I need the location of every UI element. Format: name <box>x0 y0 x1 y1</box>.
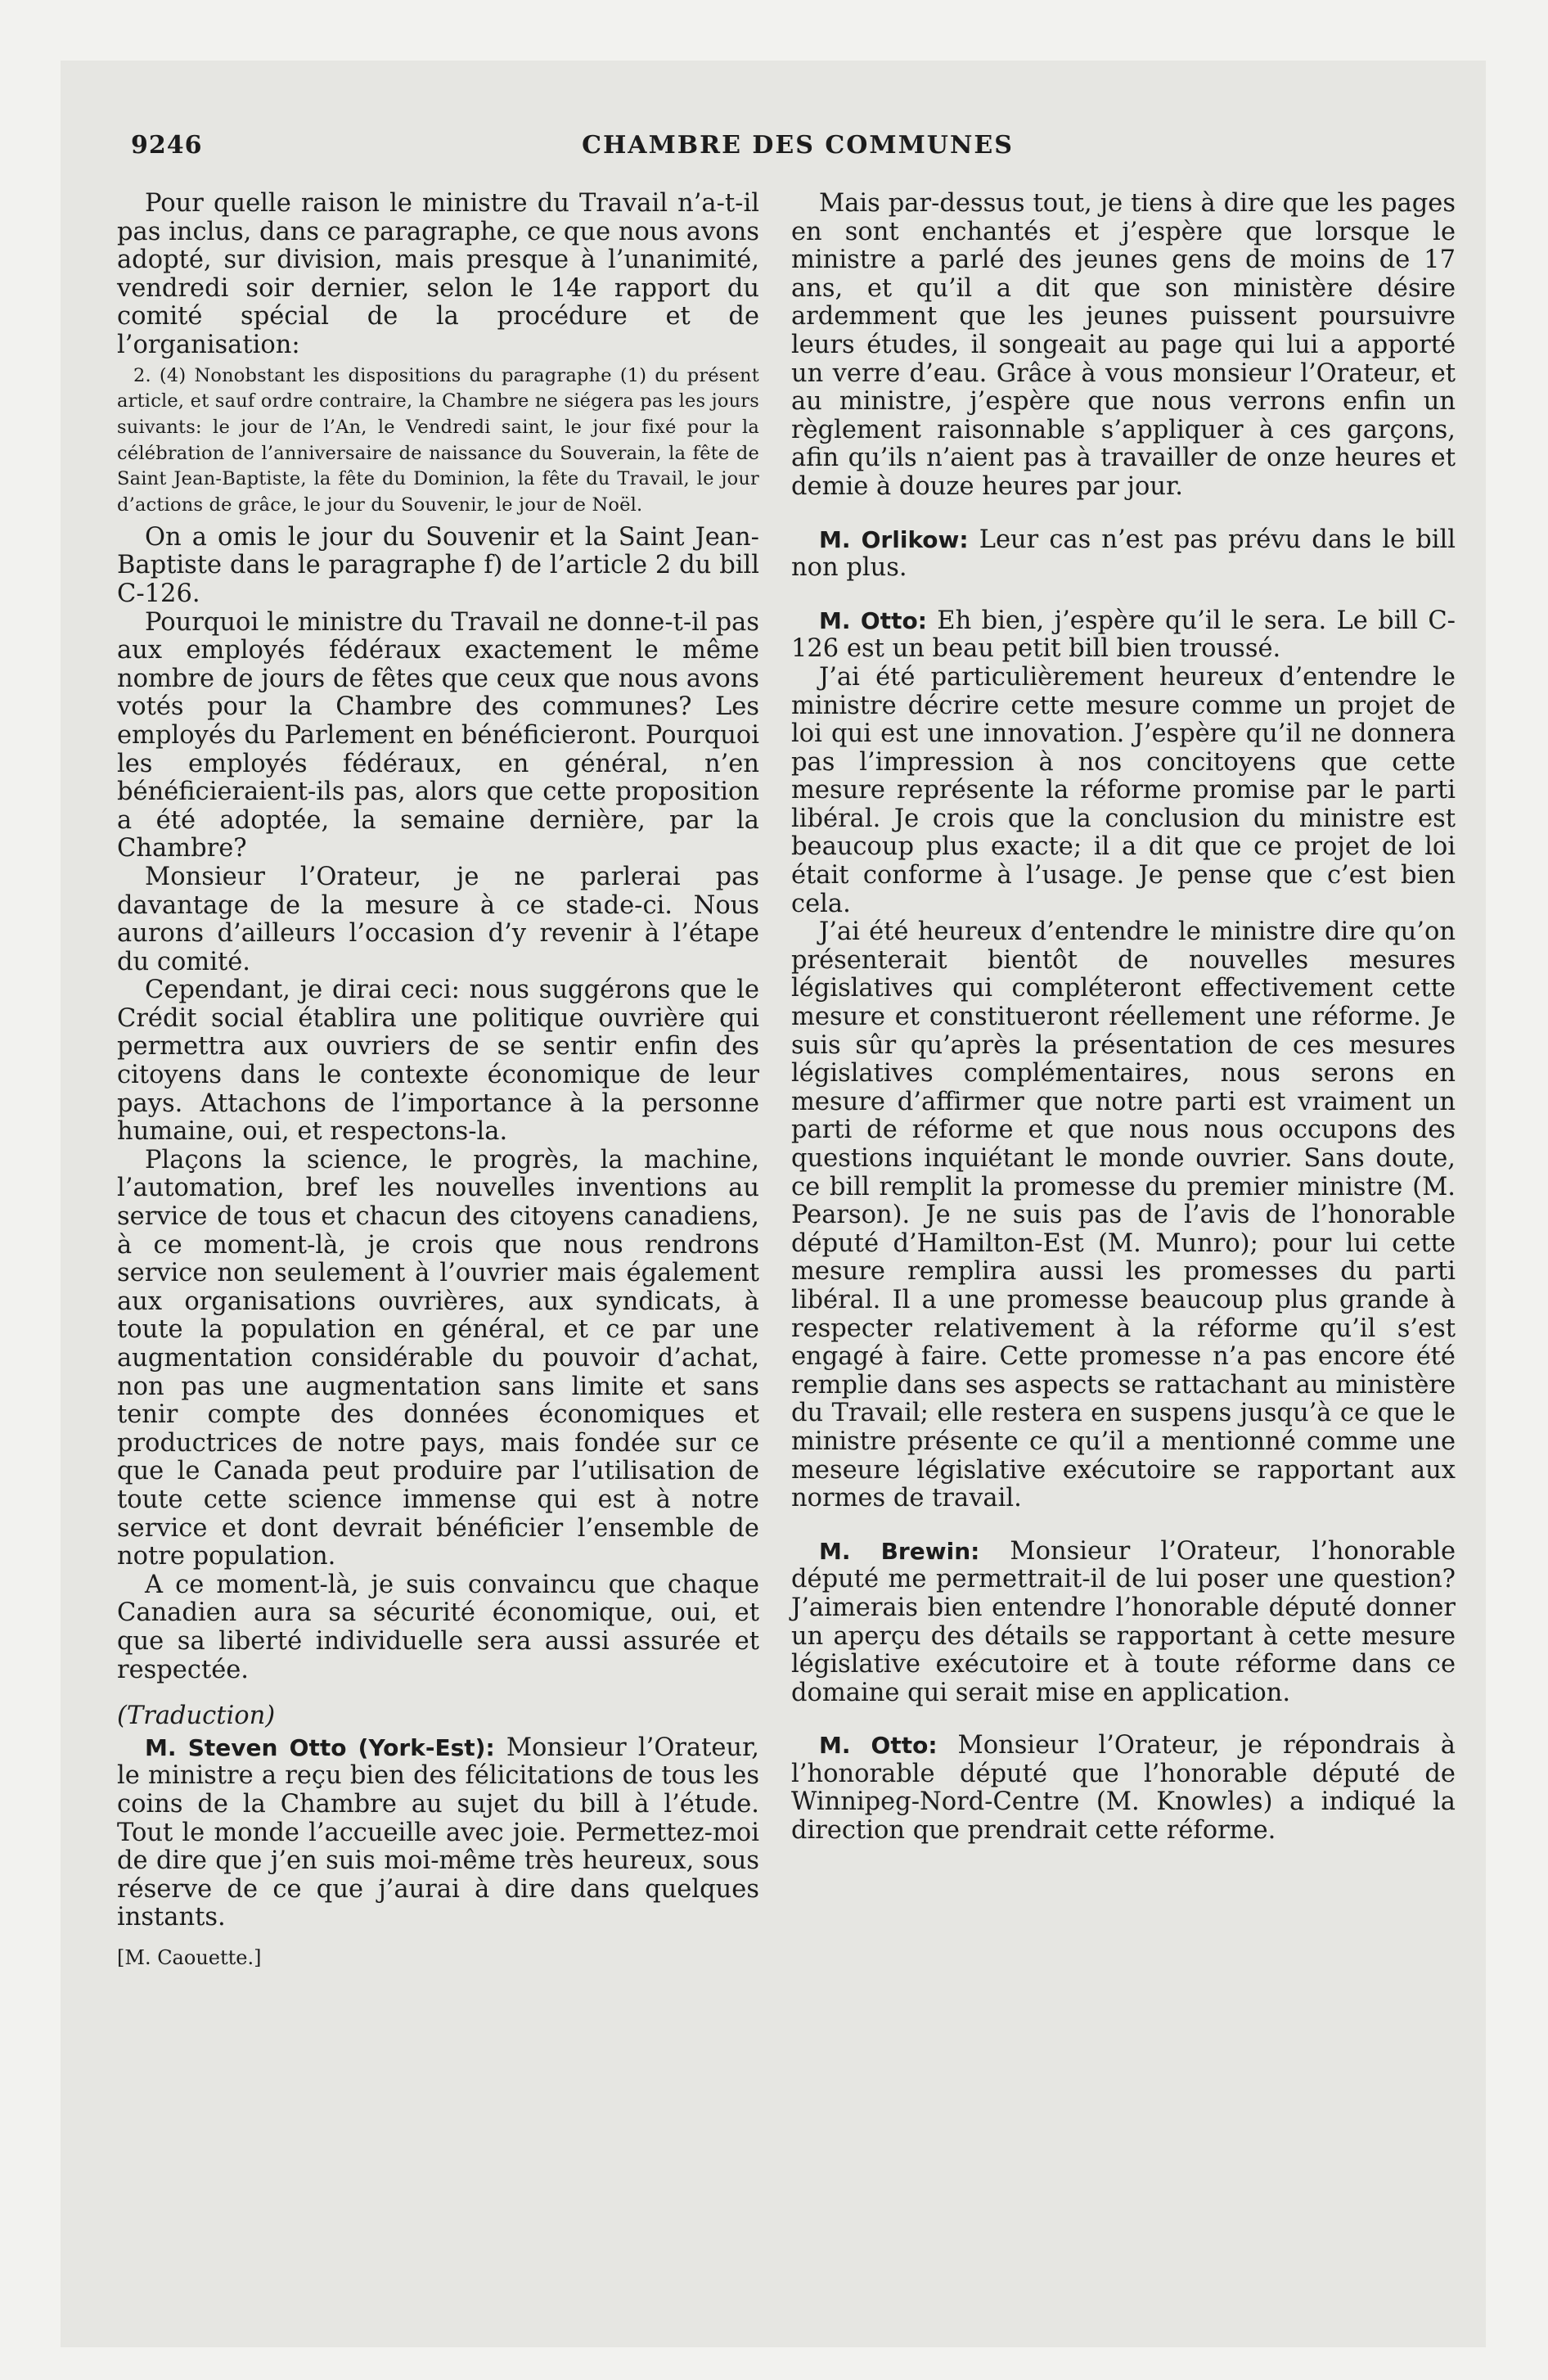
speech-paragraph <box>117 1734 759 1932</box>
paragraph: Pourquoi le ministre du Travail ne donne-t-il pas aux employés fédéraux exactement le même nombre de jours de fêtes que ceux que nous avons votés pour la Chambre des communes? Les employés du Parlement en bénéficieront. Pourquoi les employés fédéraux, en général, n’en bénéficieraient-ils pas, alors que cette proposition a été adoptée, la semaine dernière, par la Chambre? <box>117 607 759 863</box>
speaker-name: M. Steven Otto (York-Est): <box>145 1733 495 1761</box>
speech-text: Monsieur l’Orateur, le ministre a reçu bien des félicitations de tous les coins de la Chambre au sujet du bill à l’étude. Tout le monde l’accueille avec joie. Permettez-moi de dire que j’en suis moi-même très heureux, sous réserve de ce que j’aurai à dire dans quelques instants. <box>117 1733 759 1932</box>
paragraph: J’ai été particulièrement heureux d’entendre le ministre décrire cette mesure comme un projet de loi qui est une innovation. J’espère qu’il ne donnera pas l’impression à nos concitoyens que cette mesure représente la réforme promise par le parti libéral. Je crois que la conclusion du ministre est beaucoup plus exacte; il a dit que ce projet de loi était conforme à l’usage. Je pense que c’est bien cela. <box>791 662 1456 918</box>
speech-paragraph <box>791 1732 1456 1845</box>
page-header <box>131 131 1465 167</box>
right-column <box>791 190 1456 1846</box>
speech-paragraph <box>791 607 1456 664</box>
speaker-name: M. Otto: <box>819 606 927 634</box>
left-column <box>117 190 759 1972</box>
speech-text: Leur cas n’est pas prévu dans le bill non plus. <box>791 525 1456 583</box>
paragraph: J’ai été heureux d’entendre le ministre dire qu’on présenterait bientôt de nouvelles mesures législatives qui compléteront effectivement cette mesure et constitueront réellement une réforme. Je suis sûr qu’après la présentation de ces mesures législatives complémentaires, nous serons en mesure d’affirmer que notre parti est vraiment un parti de réforme et que nous nous occupons des questions inquiétant le monde ouvrier. Sans doute, ce bill remplit la promesse du premier ministre (M. Pearson). Je ne suis pas de l’avis de l’honorable député d’Hamilton-Est (M. Munro); pour lui cette mesure remplira aussi les promesses du parti libéral. Il a une promesse beaucoup plus grande à respecter relativement à la réforme qu’il s’est engagé à faire. Cette promesse n’a pas encore été remplie dans ses aspects se rattachant au ministère du Travail; elle restera en suspens jusqu’à ce que le ministre présente ce qu’il a mentionné comme une meseure législative exécutoire se rapportant aux normes de travail. <box>791 917 1456 1513</box>
paragraph: Cependant, je dirai ceci: nous suggérons que le Crédit social établira une politique ouvrière qui permettra aux ouvriers de se sentir enfin des citoyens dans le contexte économique de leur pays. Attachons de l’importance à la personne humaine, oui, et respectons-la. <box>117 976 759 1147</box>
translation-marker: (Traduction) <box>117 1702 276 1731</box>
speech-paragraph <box>791 1538 1456 1708</box>
paragraph: Monsieur l’Orateur, je ne parlerai pas davantage de la mesure à ce stade-ci. Nous aurons d’ailleurs l’occasion d’y revenir à l’étape du comité. <box>117 862 759 976</box>
paragraph: On a omis le jour du Souvenir et la Saint Jean-Baptiste dans le paragraphe f) de l’article 2 du bill C-126. <box>117 522 759 608</box>
speaker-name: M. Otto: <box>819 1732 938 1760</box>
speaker-name: M. Orlikow: <box>819 525 969 553</box>
paragraph: Mais par-dessus tout, je tiens à dire que les pages en sont enchantés et j’espère que lorsque le ministre a parlé des jeunes gens de moins de 17 ans, et qu’il a dit que son ministère désire ardemment que les jeunes puissent poursuivre leurs études, il songeait au page qui lui a apporté un verre d’eau. Grâce à vous monsieur l’Orateur, et au ministre, j’espère que nous verrons enfin un règlement raisonnable s’appliquer à ces garçons, afin qu’ils n’aient pas à travailler de onze heures et demie à douze heures par jour. <box>791 189 1456 501</box>
speech-text: Monsieur l’Orateur, je répondrais à l’honorable député que l’honorable député de Winnipeg-Nord-Centre (M. Knowles) a indiqué la direction que prendrait cette réforme. <box>791 1731 1456 1846</box>
paragraph: Plaçons la science, le progrès, la machine, l’automation, bref les nouvelles inventions au service de tous et chacun des citoyens canadiens, à ce moment-là, je crois que nous rendrons service non seulement à l’ouvrier mais également aux organisations ouvrières, aux syndicats, à toute la population en général, et ce par une augmentation considérable du pouvoir d’achat, non pas une augmentation sans limite et sans tenir compte des données économiques et productrices de notre pays, mais fondée sur ce que le Canada peut produire par l’utilisation de toute cette science immense qui est à notre service et dont devrait bénéficier l’ensemble de notre population. <box>117 1145 759 1571</box>
running-head: CHAMBRE DES COMMUNES <box>582 131 1014 160</box>
page-number: 9246 <box>131 131 203 160</box>
speech-paragraph <box>791 526 1456 583</box>
paragraph: Pour quelle raison le ministre du Travail n’a-t-il pas inclus, dans ce paragraphe, ce que nous avons adopté, sur division, mais presque à l’unanimité, vendredi soir dernier, selon le 14e rapport du comité spécial de la procédure et de l’organisation: <box>117 189 759 359</box>
footer-note: [M. Caouette.] <box>117 1945 262 1969</box>
quoted-rule: 2. (4) Nonobstant les dispositions du paragraphe (1) du présent article, et sauf ordre contraire, la Chambre ne siégera pas les jours suivants: le jour de l’An, le Vendredi saint, le jour fixé pour la célébration de l’anniversaire de naissance du Souverain, la fête de Saint Jean-Baptiste, la fête du Dominion, la fête du Travail, le jour d’actions de grâce, le jour du Souvenir, le jour de Noël. <box>117 364 759 516</box>
speech-text: Monsieur l’Orateur, l’honorable député me permettrait-il de lui poser une question? J’aimerais bien entendre l’honorable député donner un aperçu des détails se rapportant à cette mesure législative exécutoire et à toute réforme dans ce domaine qui serait mise en application. <box>791 1536 1456 1707</box>
speaker-name: M. Brewin: <box>819 1537 980 1565</box>
speech-text: Eh bien, j’espère qu’il le sera. Le bill C-126 est un beau petit bill bien troussé. <box>791 606 1456 664</box>
paragraph: A ce moment-là, je suis convaincu que chaque Canadien aura sa sécurité économique, oui, et que sa liberté individuelle sera aussi assurée et respectée. <box>117 1570 759 1684</box>
